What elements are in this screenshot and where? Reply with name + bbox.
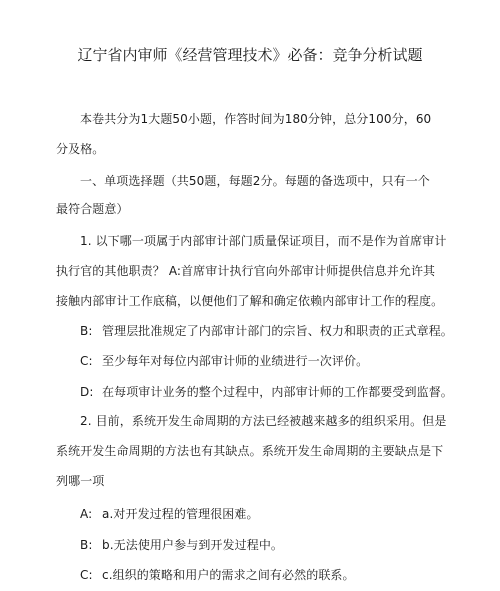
question-2-option-c [80, 566, 355, 584]
intro-line-1: 本卷共分为1大题50小题，作答时间为180分钟，总分100分，60 [80, 112, 432, 126]
intro-line-2: 分及格。 [56, 142, 105, 156]
option-text: b.无法使用户参与到开发过程中。 [102, 538, 284, 552]
section-header-line-2: 最符合题意） [56, 202, 129, 216]
question-2-line-2: 系统开发生命周期的方法也有其缺点。系统开发生命周期的主要缺点是下 [56, 444, 444, 458]
option-label: B: [80, 538, 93, 552]
question-1-line-3: 接触内部审计工作底稿，以便他们了解和确定依赖内部审计工作的程度。 [56, 294, 444, 308]
question-2-option-b [80, 536, 283, 554]
option-label: A: [80, 507, 93, 521]
question-1-option-d [80, 383, 453, 401]
option-text: c.组织的策略和用户的需求之间有必然的联系。 [102, 568, 355, 582]
question-1-option-b [80, 322, 453, 340]
option-label: C: [80, 354, 93, 368]
option-text: a.对开发过程的管理很困难。 [102, 507, 259, 521]
option-label: D: [80, 385, 94, 399]
question-1-line-2: 执行官的其他职责？ A:首席审计执行官向外部审计师提供信息并允许其 [56, 264, 436, 278]
question-1-line-1: 1. 以下哪一项属于内部审计部门质量保证项目，而不是作为首席审计 [80, 234, 447, 248]
document-title: 辽宁省内审师《经营管理技术》必备：竞争分析试题 [77, 46, 423, 64]
option-text: 管理层批准规定了内部审计部门的宗旨、权力和职责的正式章程。 [102, 324, 453, 338]
option-text: 至少每年对每位内部审计师的业绩进行一次评价。 [102, 354, 369, 368]
question-2-line-3: 列哪一项 [56, 474, 105, 488]
question-2-option-a [80, 505, 259, 523]
question-1-option-c [80, 352, 368, 370]
option-label: C: [80, 568, 93, 582]
section-header-line-1: 一、单项选择题（共50题，每题2分。每题的备选项中，只有一个 [80, 174, 430, 188]
question-2-line-1: 2. 目前，系统开发生命周期的方法已经被越来越多的组织采用。但是 [80, 414, 447, 428]
option-text: 在每项审计业务的整个过程中，内部审计师的工作都要受到监督。 [102, 385, 453, 399]
option-label: B: [80, 324, 93, 338]
